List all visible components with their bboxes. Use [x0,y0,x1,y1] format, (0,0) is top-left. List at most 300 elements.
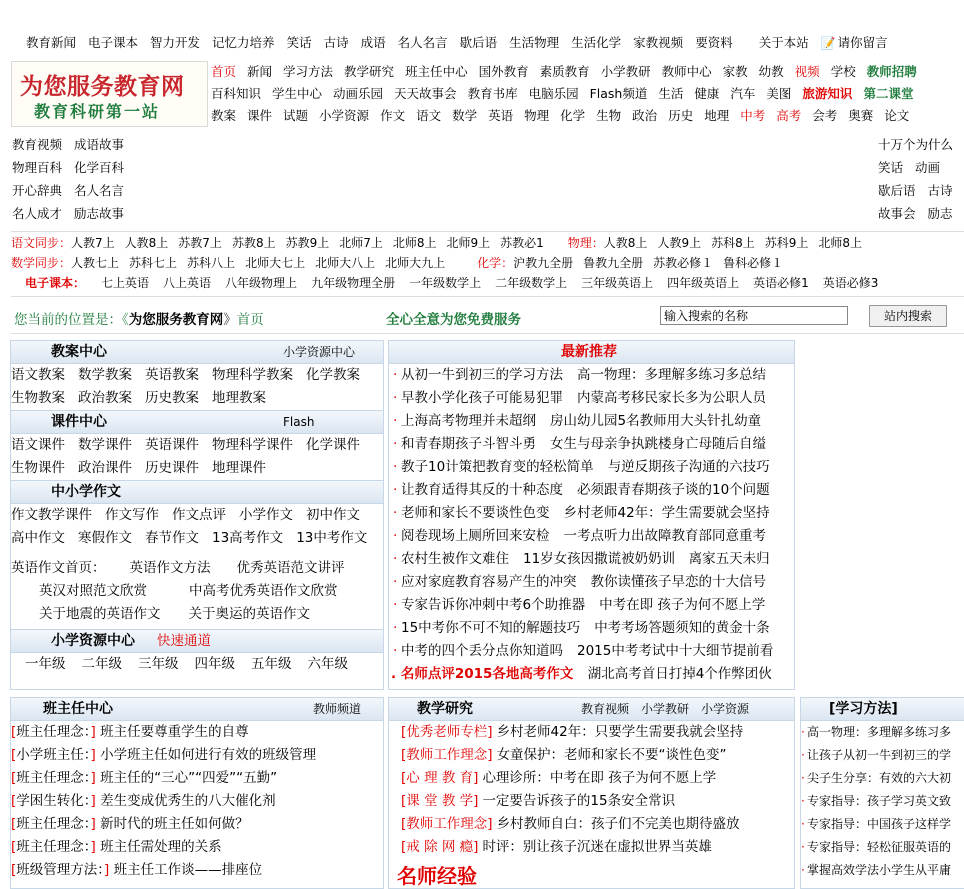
zuowen-link[interactable]: 13高考作文 [212,530,284,546]
topnav-link[interactable]: 生活物理 [509,35,560,50]
kejian-link[interactable]: 语文课件 [11,437,65,453]
sync-link[interactable]: 三年级英语上 [581,276,654,290]
jiaoan-links [11,364,383,410]
banzhuren-category[interactable]: 班级管理方法： [16,862,105,878]
latest-item [389,594,794,617]
sync-link[interactable]: 八上英语 [163,276,212,290]
latest-link[interactable]: 与逆反期孩子沟通的六技巧 [607,459,770,475]
sync-link[interactable]: 八年级物理上 [225,276,298,290]
jiaoxue-nav-link[interactable]: 小学资源 [701,702,750,716]
bracket: ] [90,839,101,855]
jiaoxue-item [401,744,794,767]
nav-link[interactable]: 学习方法 [283,64,334,79]
sync-label: 化学： [477,256,514,270]
flash-link[interactable]: Flash [283,415,315,429]
side-row [878,202,964,225]
side-link[interactable]: 笑话 [878,160,904,175]
jiaoxue-link[interactable]: 心理诊所：中考在即 孩子为何不愿上学 [482,770,717,786]
zuowen-link[interactable]: 作文点评 [172,507,226,523]
latest-link[interactable]: 教子10计策把教育变的轻松简单 [401,459,594,475]
side-row [878,156,964,179]
sync-link[interactable]: 四年级英语上 [667,276,740,290]
zuowen-row [11,504,383,527]
kejian-title[interactable]: 课件中心 [51,414,107,430]
sync-row-1 [11,233,964,253]
jiaoxue-link[interactable]: 一定要告诉孩子的15条安全常识 [482,793,676,809]
nav-link[interactable]: 作文 [380,108,406,123]
grade-link[interactable]: 四年级 [194,656,235,672]
breadcrumb [14,308,264,328]
top-nav [26,33,912,51]
latest-link[interactable]: 15中考你不可不知的解题技巧 [401,620,581,636]
bracket: [ [11,816,17,832]
side-row [12,156,136,179]
bracket: ] [487,724,493,740]
nav-link[interactable]: 教师中心 [661,64,712,79]
kejian-links [11,434,383,480]
banzhuren-link[interactable]: 差生变成优秀生的八大催化剂 [100,793,276,809]
latest-link[interactable]: 中考在即 孩子为何不愿上学 [599,597,766,613]
breadcrumb-home[interactable]: 首页 [236,312,264,328]
sync-link[interactable]: 九年级物理全册 [311,276,396,290]
divider [11,296,964,297]
latest-link[interactable]: 教你读懂孩子早恋的十大信号 [590,574,766,590]
study-link[interactable]: · 让孩子从初一牛到初三的学 [801,744,964,767]
banzhuren-item [11,859,383,882]
sync-link[interactable]: 北师9上 [446,236,491,250]
latest-item [389,410,794,433]
latest-red-link[interactable]: . 名师点评2015各地高考作文 [391,666,574,682]
kejian-link[interactable]: 历史课件 [145,460,199,476]
topnav-link[interactable]: 家教视频 [633,35,684,50]
jiaoan-link[interactable]: 地理教案 [212,390,266,406]
study-link[interactable]: · 尖子生分享：有效的六大初 [801,767,964,790]
nav-link[interactable]: 新闻 [247,64,273,79]
sync-link[interactable]: 人教7上 [71,236,115,250]
latest-link[interactable]: 阅卷现场上厕所回来安检 [401,528,550,544]
grade-link[interactable]: 六年级 [307,656,348,672]
nav-link[interactable]: 地理 [704,108,730,123]
zuowen-row [11,527,383,550]
jiaoxue-category[interactable]: 教师工作理念 [406,816,488,832]
latest-panel [388,340,795,690]
jiaoxue-nav-link[interactable]: 教育视频 [581,702,630,716]
nav-link[interactable]: 试题 [283,108,309,123]
sync-link[interactable]: 苏教必修１ [653,256,714,270]
grade-link[interactable]: 三年级 [138,656,179,672]
side-row [878,179,964,202]
latest-link[interactable]: 乡村老师42年：学生需要就会坚持 [563,505,770,521]
banzhuren-item [11,836,383,859]
zuowen-link[interactable]: 作文写作 [105,507,159,523]
banzhuren-category[interactable]: 学困生转化： [16,793,91,809]
topnav-link[interactable]: 古诗 [323,35,349,50]
side-link[interactable]: 十万个为什么 [878,137,954,152]
jiaoan-link[interactable]: 英语教案 [145,367,199,383]
nav-link[interactable]: 历史 [668,108,694,123]
latest-link[interactable]: 让教育适得其反的十种态度 [401,482,563,498]
jiaoxue-link[interactable]: 乡村老师42年：只要学生需要我就会坚持 [496,724,744,740]
latest-item [389,387,794,410]
side-link[interactable]: 励志 [927,206,953,221]
zuowen-link[interactable]: 关于奥运的英语作文 [188,606,310,622]
latest-title: 最新推荐 [561,344,617,360]
nav-link[interactable]: 高考 [776,108,802,123]
study-link[interactable]: · 专家指导：轻松征服英语的 [801,836,964,859]
jiaoxue-link[interactable]: 时评：别让孩子沉迷在虚拟世界当英雄 [482,839,712,855]
sync-label: 数学同步： [11,256,72,270]
nav-row-2 [211,83,964,105]
side-link[interactable]: 古诗 [927,183,953,198]
xiaoxue-title[interactable]: 小学资源中心 [51,633,135,649]
nav-link[interactable]: 教学研究 [344,64,395,79]
sync-link[interactable]: 北师大九上 [385,256,446,270]
nav-link[interactable]: 学校 [830,64,856,79]
sync-link[interactable]: 苏科八上 [187,256,236,270]
side-link[interactable]: 歇后语 [878,183,916,198]
study-link[interactable]: · 掌握高效学法小学生从平庸 [801,859,964,882]
latest-link[interactable]: 2015中考考试中十大细节提前看 [577,643,774,659]
bracket: [ [401,816,407,832]
latest-link[interactable]: 和青春期孩子斗智斗勇 [401,436,536,452]
zuowen-title[interactable]: 中小学作文 [51,484,121,500]
mingshi-heading[interactable]: 名师经验 [397,864,477,888]
jiaoxue-list [389,721,794,859]
sync-link[interactable]: 苏科七上 [129,256,178,270]
nav-link[interactable]: 视频 [794,64,820,79]
topnav-link[interactable]: 记忆力培养 [212,35,275,50]
sync-textbook-links [11,233,964,293]
banzhuren-item [11,790,383,813]
sync-link[interactable]: 苏教8上 [231,236,276,250]
sync-link[interactable]: 苏教必1 [500,236,544,250]
kejian-header [11,410,383,434]
topnav-link[interactable]: 教育新闻 [26,35,77,50]
breadcrumb-site[interactable]: 为您服务教育网 [128,312,224,328]
jiaoxue-panel [388,697,795,889]
latest-link[interactable]: 必须跟青春期孩子谈的10个问题 [577,482,770,498]
nav-link[interactable]: 化学 [560,108,586,123]
nav-link[interactable]: 汽车 [730,86,756,101]
nav-link[interactable]: 国外教育 [478,64,529,79]
sync-link[interactable]: 苏教7上 [178,236,222,250]
latest-item [389,433,794,456]
side-row [878,133,964,156]
sync-link[interactable]: 英语必修1 [753,276,809,290]
jiaoxue-category[interactable]: 戒 除 网 瘾 [406,839,474,855]
nav-link[interactable]: 教育书库 [467,86,518,101]
study-link[interactable]: · 专家指导：孩子学习英文致 [801,790,964,813]
side-row [12,133,136,156]
jiaoan-link[interactable]: 化学教案 [306,367,360,383]
topnav-link[interactable]: 智力开发 [150,35,201,50]
nav-link[interactable]: 小学教研 [600,64,651,79]
nav-link[interactable]: 数学 [452,108,478,123]
kejian-link[interactable]: 政治课件 [78,460,132,476]
bracket: ] [90,770,101,786]
zuowen-link[interactable]: 寒假作文 [78,530,132,546]
sync-link[interactable]: 人教9上 [657,236,702,250]
latest-link[interactable]: 早教小学化孩子可能易犯罪 [401,390,563,406]
nav-link[interactable]: 生物 [596,108,622,123]
nav-link[interactable]: 论文 [884,108,910,123]
topnav-link[interactable]: 电子课本 [88,35,139,50]
grade-link[interactable]: 一年级 [25,656,66,672]
site-logo[interactable] [11,61,208,127]
banzhuren-link[interactable]: 班主任要尊重学生的自尊 [100,724,249,740]
nav-link[interactable]: 生活 [658,86,684,101]
side-link[interactable]: 名人成才 [12,206,63,221]
kejian-row [11,434,383,457]
sync-link[interactable]: 苏科8上 [711,236,755,250]
nav-link[interactable]: 会考 [812,108,838,123]
slogan: 全心全意为您免费服务 [386,312,521,328]
kejian-link[interactable]: 化学课件 [306,437,360,453]
side-link[interactable]: 名人名言 [74,183,125,198]
nav-link[interactable]: 旅游知识 [802,86,853,101]
latest-link[interactable]: 11岁女孩因撒谎被奶奶训 离家五天未归 [523,551,770,567]
jiaoxue-category[interactable]: 心 理 教 育 [406,770,474,786]
about-link[interactable]: 关于本站 [758,35,809,50]
latest-link[interactable]: 内蒙高考移民家长多为公职人员 [577,390,766,406]
nav-row-1 [211,61,964,83]
topnav-link[interactable]: 成语 [360,35,386,50]
latest-item [389,456,794,479]
nav-link[interactable]: 第二课堂 [863,86,914,101]
sync-link[interactable]: 苏科9上 [764,236,809,250]
zuowen-link[interactable]: 英汉对照范文欣赏 [39,583,147,599]
bracket: ] [473,770,479,786]
note-pencil-icon: 📝 [820,36,836,50]
sync-link[interactable]: 人教8上 [603,236,648,250]
kejian-link[interactable]: 数学课件 [78,437,132,453]
banzhuren-link[interactable]: 新时代的班主任如何做？ [100,816,249,832]
nav-link[interactable]: 美图 [766,86,792,101]
jiaoxue-links [581,698,761,720]
banzhuren-item [11,721,383,744]
nav-link[interactable]: 英语 [488,108,514,123]
sync-link[interactable]: 沪教九全册 [513,256,574,270]
jiaoan-row [11,364,383,387]
study-title[interactable]: [学习方法] [829,701,898,717]
zuowen-link[interactable]: 春节作文 [145,530,199,546]
side-link[interactable]: 物理百科 [12,160,63,175]
jiaoan-link[interactable]: 语文教案 [11,367,65,383]
sync-link[interactable]: 北师大七上 [245,256,306,270]
kejian-link[interactable]: 地理课件 [212,460,266,476]
sync-link[interactable]: 北师7上 [339,236,383,250]
zuowen-row [11,557,383,580]
sync-link[interactable]: 一年级数学上 [409,276,482,290]
jiaoxue-category[interactable]: 优秀老师专栏 [406,724,488,740]
sync-link[interactable]: 鲁教九全册 [583,256,644,270]
latest-link[interactable]: 女生与母亲争执跳楼身亡母随后自缢 [550,436,766,452]
bracket: ] [90,793,101,809]
zuowen-link[interactable]: 高中作文 [11,530,65,546]
jiaoxue-category[interactable]: 课 堂 教 学 [406,793,474,809]
latest-link[interactable]: 高一物理：多理解多练习多总结 [577,367,766,383]
nav-link[interactable]: 电脑乐园 [528,86,579,101]
bracket: [ [401,793,407,809]
jiaoxue-link[interactable]: 乡村教师自白：孩子们不完美也期待盛放 [496,816,740,832]
latest-link[interactable]: 一考点听力出故障教育部同意重考 [563,528,766,544]
latest-link[interactable]: 房山幼儿园5名教师用大头针扎幼童 [550,413,762,429]
side-link[interactable]: 动画 [915,160,941,175]
guestbook-link[interactable] [821,35,900,50]
latest-link[interactable]: 湖北高考首日打掉4个作弊团伙 [587,666,772,682]
banzhuren-link[interactable]: 班主任的“三心”“四爱”“五勤” [100,770,278,786]
banzhuren-title[interactable]: 班主任中心 [43,701,113,717]
search-input[interactable] [660,306,848,325]
latest-list [389,364,794,663]
fast-channel-link[interactable]: 快速通道 [157,633,211,649]
nav-link[interactable]: 小学资源 [319,108,370,123]
side-row [12,202,136,225]
sync-link[interactable]: 七上英语 [101,276,150,290]
topnav-link[interactable]: 名人名言 [397,35,448,50]
kejian-link[interactable]: 生物课件 [11,460,65,476]
jiaoan-link[interactable]: 历史教案 [145,390,199,406]
study-panel [800,697,964,889]
nav-link[interactable]: 健康 [694,86,720,101]
latest-item [389,640,794,663]
location-bar [11,303,964,331]
zuowen-link[interactable]: 关于地震的英语作文 [39,606,161,622]
zuowen-label[interactable]: 英语作文首页： [11,560,106,576]
banzhuren-panel [10,697,384,889]
latest-link[interactable]: 中考的四个丢分点你知道吗 [401,643,563,659]
jiaoan-title[interactable]: 教案中心 [51,344,107,360]
nav-link[interactable]: Flash频道 [589,86,648,101]
nav-link[interactable]: 首页 [211,64,237,79]
nav-link[interactable]: 中考 [740,108,766,123]
banzhuren-link[interactable]: 班主任工作谈——排座位 [113,862,263,878]
nav-link[interactable]: 百科知识 [211,86,262,101]
nav-link[interactable]: 奥赛 [848,108,874,123]
sync-label: 语文同步： [11,236,72,250]
latest-link[interactable]: 农村生被作文难住 [401,551,509,567]
bracket: ] [473,793,479,809]
topnav-link[interactable]: 笑话 [286,35,312,50]
sync-link[interactable]: 苏教9上 [285,236,330,250]
banzhuren-item [11,767,383,790]
nav-link[interactable]: 动画乐园 [333,86,384,101]
banzhuren-category[interactable]: 班主任理念： [16,770,91,786]
nav-link[interactable]: 天天故事会 [394,86,457,101]
bracket: [ [401,747,407,763]
banzhuren-link[interactable]: 小学班主任如何进行有效的班级管理 [100,747,317,763]
logo-title: 为您服务教育网 [20,73,185,100]
side-link[interactable]: 开心辞典 [12,183,63,198]
search-button[interactable]: 站内搜索 [869,305,947,327]
study-link[interactable]: · 高一物理：多理解多练习多 [801,721,964,744]
grade-row [11,653,383,676]
jiaoan-link[interactable]: 政治教案 [78,390,132,406]
bracket: ] [104,862,114,878]
sync-link[interactable]: 鲁科必修１ [723,256,784,270]
latest-link[interactable]: 专家告诉你冲刺中考6个助推器 [401,597,586,613]
side-link[interactable]: 励志故事 [74,206,125,221]
topnav-link[interactable]: 歇后语 [459,35,498,50]
side-link[interactable]: 故事会 [878,206,916,221]
divider [11,333,964,334]
jiaoan-link[interactable]: 数学教案 [78,367,132,383]
latest-link[interactable]: 从初一牛到初三的学习方法 [401,367,563,383]
latest-item [389,479,794,502]
zuowen-link[interactable]: 优秀英语范文讲评 [236,560,345,576]
banzhuren-link[interactable]: 班主任需处理的关系 [100,839,222,855]
jiaoxue-item [401,836,794,859]
latest-last-item [389,663,794,686]
study-link[interactable]: · 专家指导：中国孩子这样学 [801,813,964,836]
teacher-channel-link[interactable]: 教师频道 [313,702,362,716]
banzhuren-category[interactable]: 班主任理念： [16,839,91,855]
topnav-link[interactable]: 生活化学 [571,35,622,50]
latest-link[interactable]: 上海高考物理并未超纲 [401,413,536,429]
latest-item [389,617,794,640]
sync-link[interactable]: 北师8上 [818,236,862,250]
jiaoxue-nav-link[interactable]: 小学教研 [641,702,690,716]
jiaoxue-category[interactable]: 教师工作理念 [406,747,488,763]
xiaoxue-resource-link[interactable]: 小学资源中心 [283,345,356,359]
sync-link[interactable]: 二年级数学上 [495,276,568,290]
nav-link[interactable]: 幼教 [758,64,784,79]
side-link[interactable]: 教育视频 [12,137,63,152]
nav-link[interactable]: 教师招聘 [866,64,917,79]
latest-link[interactable]: 中考考场答题须知的黄金十条 [594,620,770,636]
grade-link[interactable]: 二年级 [81,656,122,672]
nav-link[interactable]: 政治 [632,108,658,123]
sync-link[interactable]: 英语必修3 [822,276,879,290]
zuowen-link[interactable]: 英语作文方法 [129,560,211,576]
sync-link[interactable]: 人教七上 [71,256,120,270]
latest-link[interactable]: 应对家庭教育容易产生的冲突 [401,574,577,590]
jiaoxue-title[interactable]: 教学研究 [417,701,473,717]
grade-link[interactable]: 五年级 [251,656,292,672]
study-list [801,721,964,882]
zuowen-link[interactable]: 初中作文 [306,507,360,523]
kejian-link[interactable]: 英语课件 [145,437,199,453]
zuowen-link[interactable]: 小学作文 [239,507,293,523]
kejian-link[interactable]: 物理科学课件 [212,437,293,453]
sync-link[interactable]: 人教8上 [124,236,169,250]
topnav-link[interactable]: 要资料 [695,35,733,50]
sync-link[interactable]: 北师大八上 [315,256,376,270]
zuowen-link[interactable]: 中高考优秀英语作文欣赏 [189,583,338,599]
banzhuren-category[interactable]: 班主任理念： [16,816,91,832]
jiaoan-link[interactable]: 物理科学教案 [212,367,293,383]
side-link[interactable]: 化学百科 [74,160,125,175]
nav-link[interactable]: 教案 [211,108,237,123]
nav-link[interactable]: 家教 [722,64,748,79]
jiaoan-link[interactable]: 生物教案 [11,390,65,406]
nav-link[interactable]: 物理 [524,108,550,123]
side-link[interactable]: 成语故事 [74,137,125,152]
zuowen-link[interactable]: 作文教学课件 [11,507,92,523]
nav-link[interactable]: 素质教育 [539,64,590,79]
nav-link[interactable]: 课件 [247,108,273,123]
zuowen-link[interactable]: 13中考作文 [296,530,368,546]
banzhuren-category[interactable]: 小学班主任： [16,747,91,763]
jiaoxue-item [401,721,794,744]
banzhuren-category[interactable]: 班主任理念： [16,724,91,740]
sync-link[interactable]: 北师8上 [392,236,437,250]
jiaoxue-link[interactable]: 女童保护：老师和家长不要“谈性色变” [496,747,727,763]
latest-link[interactable]: 老师和家长不要谈性色变 [401,505,550,521]
nav-link[interactable]: 语文 [416,108,442,123]
nav-link[interactable]: 学生中心 [272,86,323,101]
nav-link[interactable]: 班主任中心 [405,64,468,79]
